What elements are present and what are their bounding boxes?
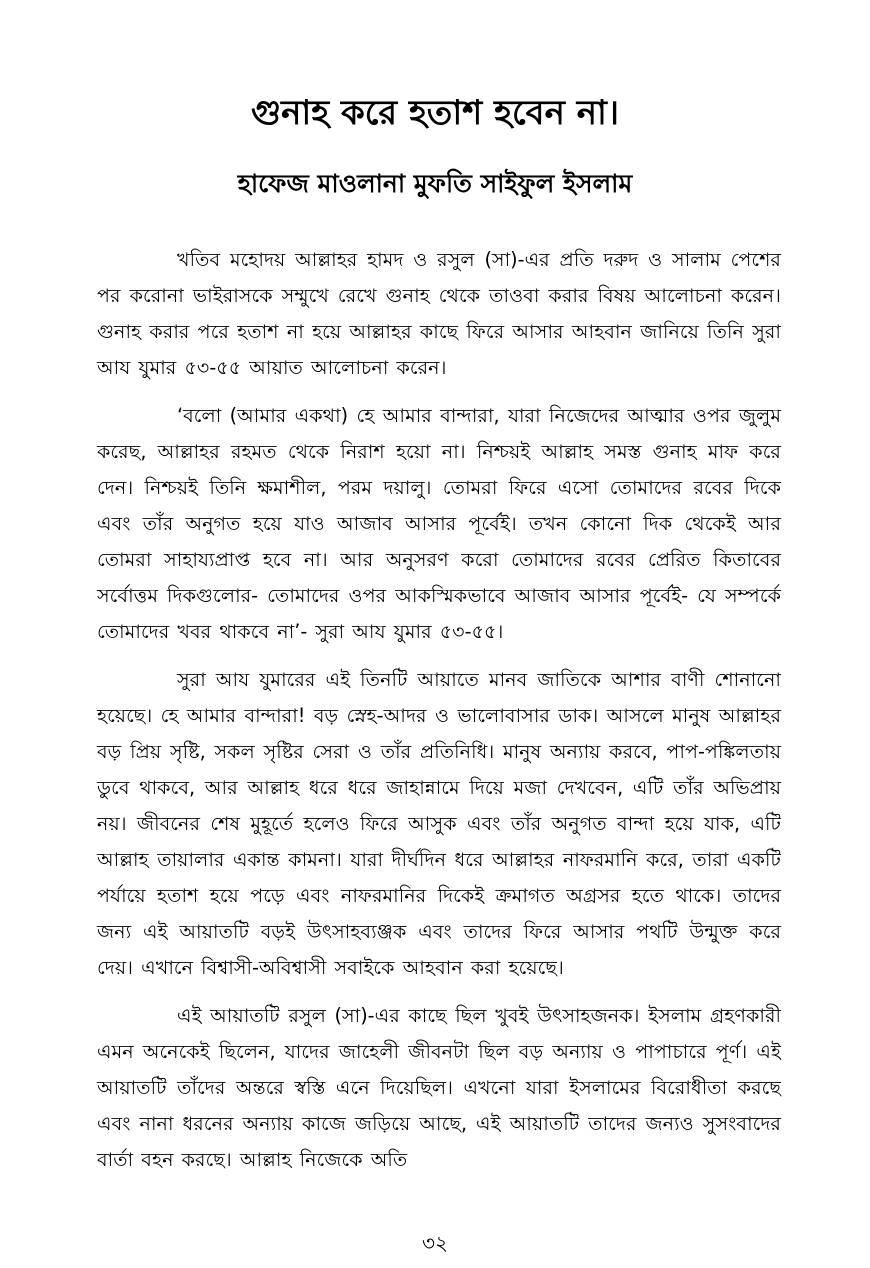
author-name: হাফেজ মাওলানা মুফতি সাইফুল ইসলাম [237, 169, 633, 198]
paragraph-quran-quote: ‘বলো (আমার একথা) হে আমার বান্দারা, যারা নিজেদের আত্মার ওপর জুলুম করেছ, আল্লাহর রহমত থেকে নিরাশ হয়ো না। নিশ্চয়ই আল্লাহ সমস্ত গুনাহ মাফ করে দেন। নিশ্চয়ই তিনি ক্ষমাশীল, পরম দয়ালু। তোমরা ফিরে এসো তোমাদের রবের দিকে এবং তাঁর অনুগত হয়ে যাও আজাব আসার পূর্বেই। তখন কোনো দিক থেকেই আর তোমরা সাহায্যপ্রাপ্ত হবে না। আর অনুসরণ করো তোমাদের রবের প্রেরিত কিতাবের সর্বোত্তম দিকগুলোর- তোমাদের ওপর আকস্মিকভাবে আজাব আসার পূর্বেই- যে সম্পর্কে তোমাদের খবর থাকবে না’- সুরা আয যুমার ৫৩-৫৫। [97, 404, 781, 643]
paragraph-prophet-context: এই আয়াতটি রসুল (সা)-এর কাছে ছিল খুবই উৎসাহজনক। ইসলাম গ্রহণকারী এমন অনেকেই ছিলেন, যাদের জাহেলী জীবনটা ছিল বড় অন্যায় ও পাপাচারে পূর্ণ। এই আয়াতটি তাঁদের অন্তরে স্বস্তি এনে দিয়েছিল। এখনো যারা ইসলামের বিরোধীতা করছে এবং নানা ধরনের অন্যায় কাজে জড়িয়ে আছে, এই আয়াতটি তাদের জন্যও সুসংবাদের বার্তা বহন করছে। আল্লাহ নিজেকে অতি [97, 1004, 781, 1171]
article-body [97, 242, 781, 1190]
page-title: গুনাহ করে হতাশ হবেন না। [250, 93, 620, 133]
page-number: ৩২ [421, 1231, 448, 1255]
paragraph-intro: খতিব মহোদয় আল্লাহর হামদ ও রসুল (সা)-এর প্রতি দরুদ ও সালাম পেশের পর করোনা ভাইরাসকে সম্মুখে রেখে গুনাহ থেকে তাওবা করার বিষয় আলোচনা করেন। গুনাহ করার পরে হতাশ না হয়ে আল্লাহর কাছে ফিরে আসার আহবান জানিয়ে তিনি সুরা আয যুমার ৫৩-৫৫ আয়াত আলোচনা করেন। [97, 248, 781, 379]
paragraph-explanation: সুরা আয যুমারের এই তিনটি আয়াতে মানব জাতিকে আশার বাণী শোনানো হয়েছে। হে আমার বান্দারা! বড় স্নেহ-আদর ও ভালোবাসার ডাক। আসলে মানুষ আল্লাহর বড় প্রিয় সৃষ্টি, সকল সৃষ্টির সেরা ও তাঁর প্রতিনিধি। মানুষ অন্যায় করবে, পাপ-পঙ্কিলতায় ডুবে থাকবে, আর আল্লাহ ধরে ধরে জাহান্নামে দিয়ে মজা দেখবেন, এটি তাঁর অভিপ্রায় নয়। জীবনের শেষ মুহূর্তে হলেও ফিরে আসুক এবং তাঁর অনুগত বান্দা হয়ে যাক, এটি আল্লাহ তায়ালার একান্ত কামনা। যারা দীর্ঘদিন ধরে আল্লাহর নাফরমানি করে, তারা একটি পর্যায়ে হতাশ হয়ে পড়ে এবং নাফরমানির দিকেই ক্রমাগত অগ্রসর হতে থাকে। তাদের জন্য এই আয়াতটি বড়ই উৎসাহব্যঞ্জক এবং তাদের ফিরে আসার পথটি উন্মুক্ত করে দেয়। এখানে বিশ্বাসী-অবিশ্বাসী সবাইকে আহবান করা হয়েছে। [97, 668, 781, 979]
